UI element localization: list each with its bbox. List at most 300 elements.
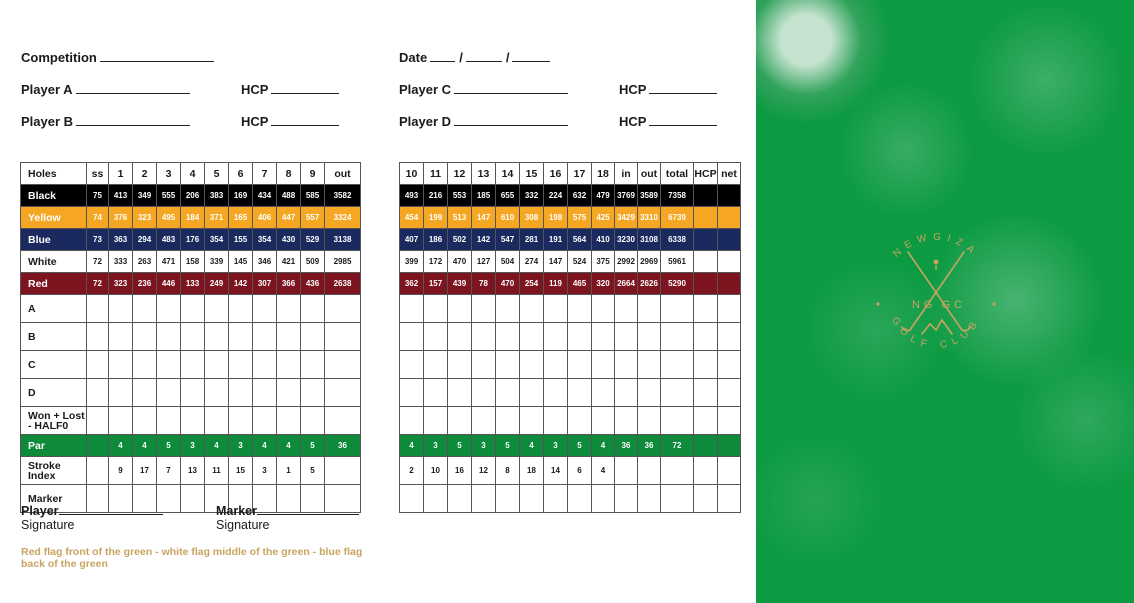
hole-distance: 454 — [400, 207, 424, 229]
score-input-cell[interactable] — [568, 323, 592, 351]
hole-distance: 410 — [592, 229, 615, 251]
hole-distance: 425 — [592, 207, 615, 229]
score-input-cell[interactable] — [694, 295, 718, 323]
score-input-cell[interactable] — [400, 323, 424, 351]
score-input-cell[interactable] — [301, 351, 325, 379]
stroke-index-label: Stroke Index — [21, 457, 87, 485]
score-input-cell[interactable] — [133, 295, 157, 323]
tee-name: Blue — [21, 229, 87, 251]
hole-distance: 363 — [109, 229, 133, 251]
hole-distance: 434 — [253, 185, 277, 207]
score-input-cell[interactable] — [87, 323, 109, 351]
score-input-cell[interactable] — [301, 407, 325, 435]
score-input-cell[interactable] — [325, 351, 361, 379]
score-input-cell[interactable] — [277, 295, 301, 323]
score-input-cell[interactable] — [424, 485, 448, 513]
hole-distance: 470 — [448, 251, 472, 273]
player-row — [400, 379, 741, 407]
score-input-cell[interactable] — [568, 407, 592, 435]
score-input-cell[interactable] — [592, 323, 615, 351]
score-input-cell[interactable] — [277, 323, 301, 351]
column-header: in — [615, 163, 638, 185]
score-input-cell[interactable] — [694, 379, 718, 407]
column-header: 13 — [472, 163, 496, 185]
player-row — [21, 351, 361, 379]
score-input-cell[interactable] — [718, 379, 741, 407]
score-input-cell[interactable] — [520, 351, 544, 379]
par-value: 4 — [205, 435, 229, 457]
column-header: total — [661, 163, 694, 185]
score-input-cell[interactable] — [544, 323, 568, 351]
score-input-cell[interactable] — [229, 407, 253, 435]
hole-distance: 133 — [181, 273, 205, 295]
column-header: 16 — [544, 163, 568, 185]
score-input-cell[interactable] — [277, 351, 301, 379]
hole-distance: 465 — [568, 273, 592, 295]
player-d-field[interactable]: Player D — [399, 113, 568, 129]
hole-distance: 145 — [229, 251, 253, 273]
hole-distance: 557 — [301, 207, 325, 229]
par-value: 3 — [229, 435, 253, 457]
score-input-cell[interactable] — [592, 379, 615, 407]
golf-ball-texture-panel — [756, 0, 1134, 603]
hole-distance: 446 — [157, 273, 181, 295]
hole-distance: 323 — [133, 207, 157, 229]
par-value: 4 — [592, 435, 615, 457]
score-input-cell[interactable] — [661, 323, 694, 351]
score-input-cell[interactable] — [87, 407, 109, 435]
score-input-cell[interactable] — [694, 407, 718, 435]
score-input-cell[interactable] — [87, 379, 109, 407]
tee-row-red — [400, 273, 741, 295]
hole-distance: 2626 — [638, 273, 661, 295]
hole-distance: 436 — [301, 273, 325, 295]
hole-distance: 199 — [424, 207, 448, 229]
tee-row-black — [400, 185, 741, 207]
score-input-cell[interactable] — [448, 351, 472, 379]
tee-name: Red — [21, 273, 87, 295]
tee-row-yellow — [400, 207, 741, 229]
score-input-cell[interactable] — [229, 323, 253, 351]
hole-distance: 430 — [277, 229, 301, 251]
score-input-cell[interactable] — [615, 323, 638, 351]
score-input-cell[interactable] — [253, 323, 277, 351]
hole-distance: 254 — [520, 273, 544, 295]
score-input-cell[interactable] — [718, 407, 741, 435]
score-input-cell[interactable] — [181, 407, 205, 435]
column-header: 18 — [592, 163, 615, 185]
player-label: A — [21, 295, 87, 323]
score-input-cell[interactable] — [400, 407, 424, 435]
tee-ss: 72 — [87, 251, 109, 273]
score-input-cell[interactable] — [661, 295, 694, 323]
score-input-cell[interactable] — [133, 323, 157, 351]
hole-distance: 495 — [157, 207, 181, 229]
score-input-cell[interactable] — [109, 323, 133, 351]
score-input-cell[interactable] — [544, 485, 568, 513]
score-input-cell[interactable] — [638, 407, 661, 435]
par-value: 4 — [277, 435, 301, 457]
score-input-cell[interactable] — [661, 351, 694, 379]
score-input-cell[interactable] — [544, 407, 568, 435]
score-input-cell[interactable] — [253, 407, 277, 435]
won-lost-row — [21, 407, 361, 435]
score-input-cell[interactable] — [496, 379, 520, 407]
column-header: 3 — [157, 163, 181, 185]
score-input-cell[interactable] — [424, 379, 448, 407]
hole-distance: 216 — [424, 185, 448, 207]
stroke-index-value: 9 — [109, 457, 133, 485]
hole-distance: 362 — [400, 273, 424, 295]
score-input-cell[interactable] — [694, 323, 718, 351]
score-input-cell[interactable] — [615, 485, 638, 513]
par-value: 3 — [424, 435, 448, 457]
hole-distance: 157 — [424, 273, 448, 295]
score-input-cell[interactable] — [181, 379, 205, 407]
score-input-cell[interactable] — [638, 485, 661, 513]
competition-field[interactable]: Competition — [21, 49, 214, 65]
score-input-cell[interactable] — [229, 295, 253, 323]
column-header: out — [638, 163, 661, 185]
score-input-cell[interactable] — [205, 323, 229, 351]
score-input-cell[interactable] — [400, 295, 424, 323]
hole-distance: 2664 — [615, 273, 638, 295]
column-header: HCP — [694, 163, 718, 185]
player-b-field[interactable]: Player B — [21, 113, 190, 129]
logo-letter: N — [912, 299, 920, 311]
score-input-cell[interactable] — [472, 351, 496, 379]
score-input-cell[interactable] — [718, 485, 741, 513]
par-value: 3 — [181, 435, 205, 457]
hcp-cell[interactable] — [694, 273, 718, 295]
score-input-cell[interactable] — [87, 351, 109, 379]
score-input-cell[interactable] — [496, 407, 520, 435]
score-input-cell[interactable] — [400, 485, 424, 513]
hole-distance: 320 — [592, 273, 615, 295]
score-input-cell[interactable] — [181, 351, 205, 379]
score-input-cell[interactable] — [400, 379, 424, 407]
column-header: net — [718, 163, 741, 185]
hole-distance: 119 — [544, 273, 568, 295]
score-input-cell[interactable] — [301, 379, 325, 407]
score-input-cell[interactable] — [301, 323, 325, 351]
hole-distance: 206 — [181, 185, 205, 207]
score-input-cell[interactable] — [301, 295, 325, 323]
hole-distance: 236 — [133, 273, 157, 295]
stroke-index-value: 8 — [496, 457, 520, 485]
player-c-hcp-field[interactable]: HCP — [619, 81, 717, 97]
score-input-cell[interactable] — [253, 351, 277, 379]
score-input-cell[interactable] — [592, 407, 615, 435]
hole-distance: 483 — [157, 229, 181, 251]
score-input-cell[interactable] — [325, 379, 361, 407]
score-input-cell[interactable] — [448, 295, 472, 323]
hcp-cell[interactable] — [694, 229, 718, 251]
hole-distance: 333 — [109, 251, 133, 273]
par-value: 5 — [301, 435, 325, 457]
player-d-hcp-field[interactable]: HCP — [619, 113, 717, 129]
hole-distance: 127 — [472, 251, 496, 273]
stroke-index-value: 3 — [253, 457, 277, 485]
score-input-cell[interactable] — [638, 295, 661, 323]
score-input-cell[interactable] — [109, 351, 133, 379]
hole-distance: 249 — [205, 273, 229, 295]
score-input-cell[interactable] — [718, 295, 741, 323]
score-input-cell[interactable] — [109, 407, 133, 435]
score-input-cell[interactable] — [448, 323, 472, 351]
player-a-hcp-field[interactable]: HCP — [241, 81, 339, 97]
hole-distance: 493 — [400, 185, 424, 207]
tee-name: Black — [21, 185, 87, 207]
par-value: 5 — [568, 435, 592, 457]
score-input-cell[interactable] — [424, 323, 448, 351]
player-b-hcp-field[interactable]: HCP — [241, 113, 339, 129]
stroke-index-ss-cell — [87, 457, 109, 485]
hole-distance: 383 — [205, 185, 229, 207]
score-input-cell[interactable] — [253, 379, 277, 407]
hcp-cell[interactable] — [694, 251, 718, 273]
stroke-index-value: 11 — [205, 457, 229, 485]
score-input-cell[interactable] — [568, 379, 592, 407]
score-input-cell[interactable] — [638, 323, 661, 351]
hole-distance: 610 — [496, 207, 520, 229]
flag-position-note: Red flag front of the green - white flag middle of the green - blue flag back of the green — [21, 546, 363, 570]
par-value: 36 — [615, 435, 638, 457]
column-header: 4 — [181, 163, 205, 185]
score-input-cell[interactable] — [157, 323, 181, 351]
player-signature-field[interactable]: Player Signature — [21, 503, 163, 532]
marker-label: Marker — [21, 485, 87, 513]
score-input-cell[interactable] — [520, 379, 544, 407]
score-input-cell[interactable] — [205, 295, 229, 323]
date-field[interactable]: Date / / — [399, 49, 550, 65]
hole-distance: 3230 — [615, 229, 638, 251]
stroke-index-empty-cell — [718, 457, 741, 485]
score-input-cell[interactable] — [181, 323, 205, 351]
score-input-cell[interactable] — [181, 295, 205, 323]
hole-distance: 155 — [229, 229, 253, 251]
hole-distance: 308 — [520, 207, 544, 229]
tee-name: Yellow — [21, 207, 87, 229]
score-input-cell[interactable] — [661, 485, 694, 513]
par-row — [21, 435, 361, 457]
logo-top-text: NEWGIZA — [891, 231, 981, 260]
score-input-cell[interactable] — [181, 485, 205, 513]
score-input-cell[interactable] — [325, 323, 361, 351]
tee-row-yellow — [21, 207, 361, 229]
hole-distance: 176 — [181, 229, 205, 251]
tee-row-blue — [21, 229, 361, 251]
hole-distance: 172 — [424, 251, 448, 273]
score-input-cell[interactable] — [157, 379, 181, 407]
score-input-cell[interactable] — [496, 485, 520, 513]
column-header: 12 — [448, 163, 472, 185]
score-input-cell[interactable] — [544, 379, 568, 407]
score-input-cell[interactable] — [424, 351, 448, 379]
stroke-index-empty-cell — [638, 457, 661, 485]
score-input-cell[interactable] — [205, 351, 229, 379]
score-input-cell[interactable] — [568, 485, 592, 513]
hole-distance: 524 — [568, 251, 592, 273]
score-input-cell[interactable] — [638, 351, 661, 379]
score-input-cell[interactable] — [277, 379, 301, 407]
score-input-cell[interactable] — [472, 323, 496, 351]
score-input-cell[interactable] — [253, 295, 277, 323]
hole-distance: 332 — [520, 185, 544, 207]
score-input-cell[interactable] — [472, 379, 496, 407]
score-input-cell[interactable] — [592, 295, 615, 323]
hole-distance: 555 — [157, 185, 181, 207]
par-value: 5 — [157, 435, 181, 457]
hole-distance: 2969 — [638, 251, 661, 273]
score-input-cell[interactable] — [520, 295, 544, 323]
column-header: 5 — [205, 163, 229, 185]
hole-distance: 323 — [109, 273, 133, 295]
net-cell[interactable] — [718, 185, 741, 207]
score-input-cell[interactable] — [661, 407, 694, 435]
score-input-cell[interactable] — [205, 379, 229, 407]
score-input-cell[interactable] — [472, 295, 496, 323]
score-input-cell[interactable] — [277, 407, 301, 435]
score-input-cell[interactable] — [661, 379, 694, 407]
score-input-cell[interactable] — [424, 295, 448, 323]
score-input-cell[interactable] — [157, 407, 181, 435]
par-value: 4 — [109, 435, 133, 457]
hole-distance: 185 — [472, 185, 496, 207]
hole-distance: 513 — [448, 207, 472, 229]
hole-distance: 294 — [133, 229, 157, 251]
hole-distance: 281 — [520, 229, 544, 251]
hole-distance: 3589 — [638, 185, 661, 207]
player-row — [400, 295, 741, 323]
logo-bottom-text: GOLF CLUB — [889, 315, 983, 352]
score-input-cell[interactable] — [472, 407, 496, 435]
tee-name: White — [21, 251, 87, 273]
stroke-index-value: 12 — [472, 457, 496, 485]
hole-distance: 3429 — [615, 207, 638, 229]
hole-distance: 165 — [229, 207, 253, 229]
net-cell[interactable] — [718, 207, 741, 229]
score-input-cell[interactable] — [520, 323, 544, 351]
score-input-cell[interactable] — [133, 379, 157, 407]
score-input-cell[interactable] — [718, 323, 741, 351]
score-input-cell[interactable] — [229, 379, 253, 407]
tee-row-blue — [400, 229, 741, 251]
hcp-cell[interactable] — [694, 185, 718, 207]
stroke-index-out-cell — [325, 457, 361, 485]
score-input-cell[interactable] — [520, 407, 544, 435]
score-input-cell[interactable] — [496, 323, 520, 351]
score-input-cell[interactable] — [205, 407, 229, 435]
stroke-index-value: 13 — [181, 457, 205, 485]
net-cell[interactable] — [718, 273, 741, 295]
hole-distance: 488 — [277, 185, 301, 207]
score-input-cell[interactable] — [157, 295, 181, 323]
tee-ss: 72 — [87, 273, 109, 295]
score-input-cell[interactable] — [544, 295, 568, 323]
player-c-field[interactable]: Player C — [399, 81, 568, 97]
score-input-cell[interactable] — [325, 295, 361, 323]
tee-ss: 75 — [87, 185, 109, 207]
hole-distance: 198 — [544, 207, 568, 229]
par-ss-cell — [87, 435, 109, 457]
score-input-cell[interactable] — [424, 407, 448, 435]
out-total: 3582 — [325, 185, 361, 207]
score-input-cell[interactable] — [615, 351, 638, 379]
score-input-cell[interactable] — [568, 295, 592, 323]
hole-distance: 354 — [253, 229, 277, 251]
score-input-cell[interactable] — [133, 407, 157, 435]
score-input-cell[interactable] — [520, 485, 544, 513]
hole-distance: 6739 — [661, 207, 694, 229]
score-input-cell[interactable] — [109, 379, 133, 407]
score-input-cell[interactable] — [109, 295, 133, 323]
score-input-cell[interactable] — [592, 351, 615, 379]
score-input-cell[interactable] — [448, 485, 472, 513]
par-value: 36 — [638, 435, 661, 457]
column-header: 1 — [109, 163, 133, 185]
hole-distance: 6338 — [661, 229, 694, 251]
score-input-cell[interactable] — [472, 485, 496, 513]
score-input-cell[interactable] — [157, 351, 181, 379]
score-input-cell[interactable] — [694, 485, 718, 513]
marker-signature-field[interactable]: Marker Signature — [216, 503, 359, 532]
player-row — [21, 323, 361, 351]
stroke-index-empty-cell — [694, 457, 718, 485]
stroke-index-row — [21, 457, 361, 485]
score-input-cell[interactable] — [544, 351, 568, 379]
score-input-cell[interactable] — [615, 295, 638, 323]
score-input-cell[interactable] — [229, 351, 253, 379]
score-input-cell[interactable] — [496, 295, 520, 323]
score-input-cell[interactable] — [615, 407, 638, 435]
score-input-cell[interactable] — [400, 351, 424, 379]
column-header: 2 — [133, 163, 157, 185]
golf-ball-icon — [934, 260, 939, 265]
score-input-cell[interactable] — [325, 407, 361, 435]
front-nine-scorecard — [20, 162, 361, 513]
hole-distance: 471 — [157, 251, 181, 273]
score-input-cell[interactable] — [592, 485, 615, 513]
player-row — [21, 379, 361, 407]
score-input-cell[interactable] — [638, 379, 661, 407]
hole-distance: 5961 — [661, 251, 694, 273]
stroke-index-value: 10 — [424, 457, 448, 485]
player-a-field[interactable]: Player A — [21, 81, 190, 97]
hole-distance: 502 — [448, 229, 472, 251]
score-input-cell[interactable] — [87, 295, 109, 323]
score-input-cell[interactable] — [496, 351, 520, 379]
net-cell[interactable] — [718, 251, 741, 273]
score-input-cell[interactable] — [448, 407, 472, 435]
hole-distance: 421 — [277, 251, 301, 273]
header-row — [400, 163, 741, 185]
score-input-cell[interactable] — [718, 351, 741, 379]
score-input-cell[interactable] — [448, 379, 472, 407]
hole-distance: 354 — [205, 229, 229, 251]
score-input-cell[interactable] — [615, 379, 638, 407]
score-input-cell[interactable] — [568, 351, 592, 379]
score-input-cell[interactable] — [694, 351, 718, 379]
hcp-cell[interactable] — [694, 207, 718, 229]
hole-distance: 447 — [277, 207, 301, 229]
out-total: 3324 — [325, 207, 361, 229]
hole-distance: 406 — [253, 207, 277, 229]
hole-distance: 504 — [496, 251, 520, 273]
score-input-cell[interactable] — [133, 351, 157, 379]
net-cell[interactable] — [718, 229, 741, 251]
par-out: 36 — [325, 435, 361, 457]
